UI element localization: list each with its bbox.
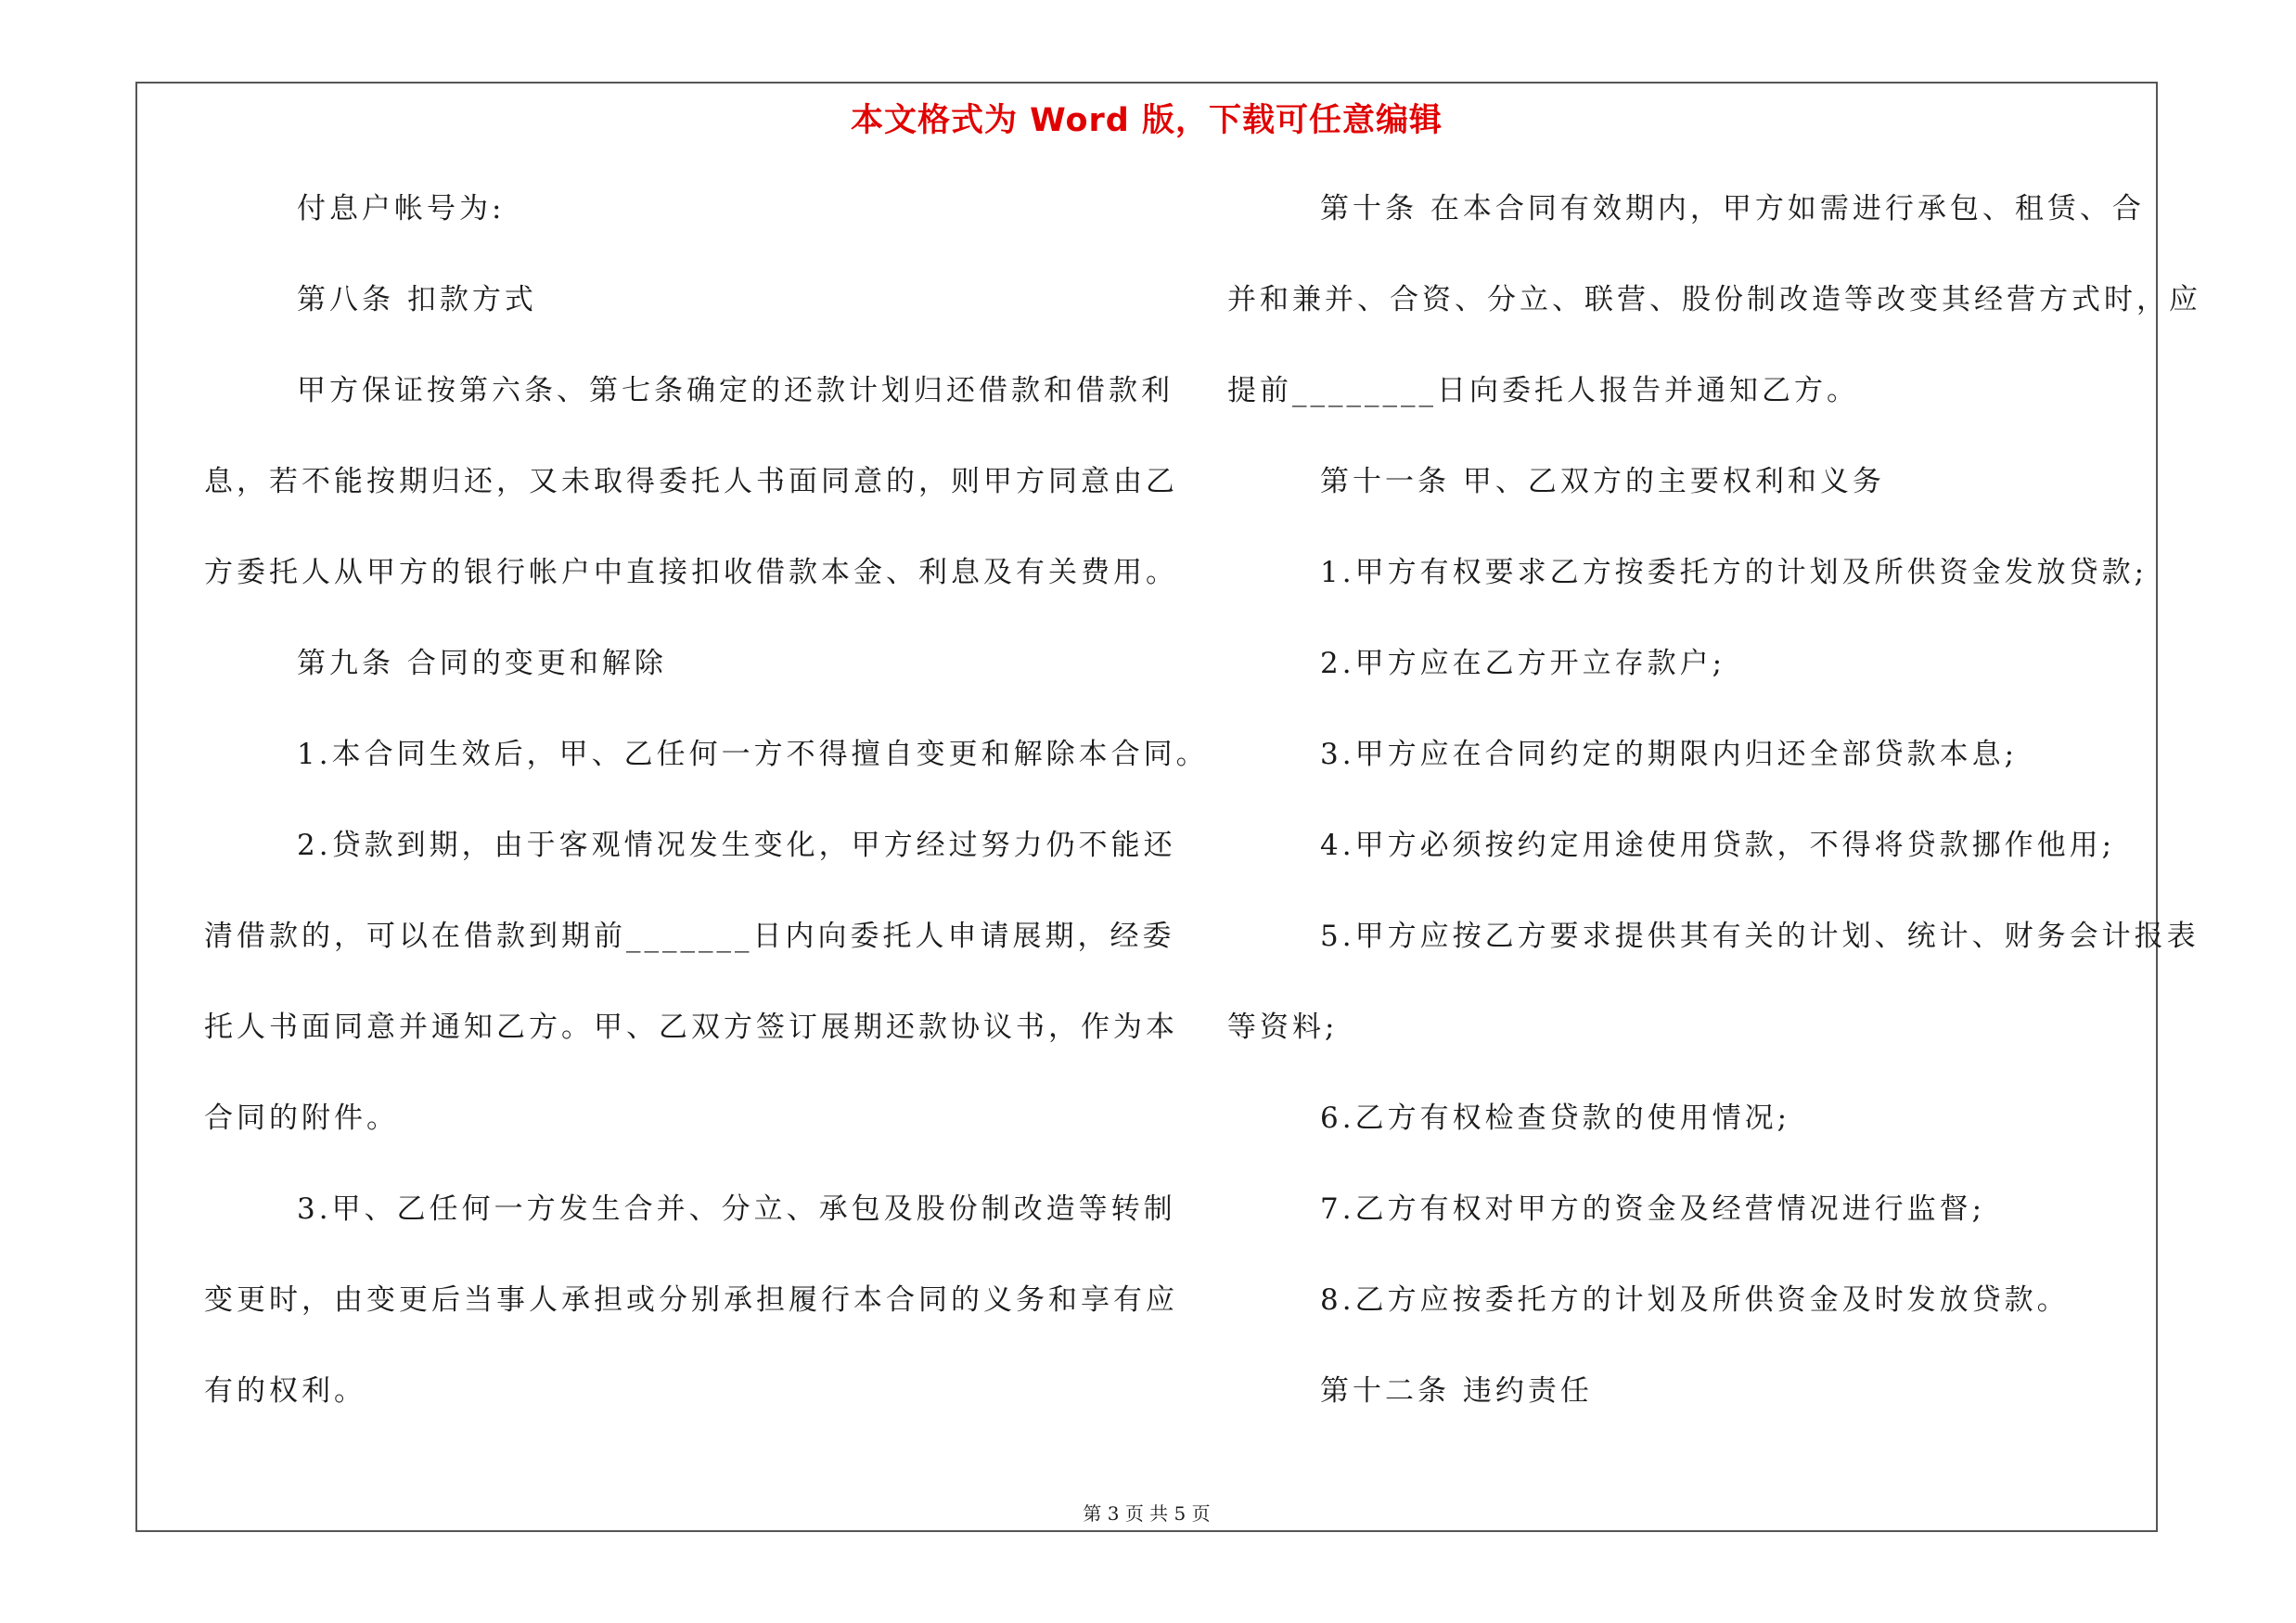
paragraph-line: 第八条 扣款方式 [297,283,537,316]
paragraph-line: 6.乙方有权检查贷款的使用情况; [1320,1101,1791,1135]
paragraph-line: 3.甲、乙任何一方发生合并、分立、承包及股份制改造等转制 [297,1192,1176,1226]
paragraph-line: 2.贷款到期，由于客观情况发生变化，甲方经过努力仍不能还 [297,829,1176,862]
paragraph-line: 等资料; [1227,1011,1339,1044]
paragraph-line: 清借款的，可以在借款到期前_______日内向委托人申请展期，经委 [204,920,1175,953]
paragraph-line: 变更时，由变更后当事人承担或分别承担履行本合同的义务和享有应 [204,1283,1178,1317]
paragraph-line: 7.乙方有权对甲方的资金及经营情况进行监督; [1320,1192,1986,1226]
paragraph-line: 5.甲方应按乙方要求提供其有关的计划、统计、财务会计报表 [1320,920,2200,953]
paragraph-line: 第十一条 甲、乙双方的主要权利和义务 [1320,465,1885,498]
paragraph-line: 息，若不能按期归还，又未取得委托人书面同意的，则甲方同意由乙 [204,465,1178,498]
paragraph-line: 合同的附件。 [204,1101,399,1135]
paragraph-line: 方委托人从甲方的银行帐户中直接扣收借款本金、利息及有关费用。 [204,556,1178,589]
paragraph-line: 1.甲方有权要求乙方按委托方的计划及所供资金发放贷款; [1320,556,2148,589]
paragraph-line: 第十条 在本合同有效期内，甲方如需进行承包、租赁、合 [1320,192,2145,225]
paragraph-line: 甲方保证按第六条、第七条确定的还款计划归还借款和借款利 [297,374,1174,407]
paragraph-line: 有的权利。 [204,1374,366,1408]
paragraph-line: 托人书面同意并通知乙方。甲、乙双方签订展期还款协议书，作为本 [204,1011,1178,1044]
paragraph-line: 提前________日向委托人报告并通知乙方。 [1227,374,1859,407]
header-banner: 本文格式为 Word 版，下载可任意编辑 [850,102,1443,139]
paragraph-line: 并和兼并、合资、分立、联营、股份制改造等改变其经营方式时，应 [1227,283,2201,316]
page-number: 第 3 页 共 5 页 [1083,1502,1211,1525]
paragraph-line: 付息户帐号为: [297,192,506,225]
paragraph-line: 第十二条 违约责任 [1320,1374,1593,1408]
page-frame [135,82,2201,1532]
paragraph-line: 3.甲方应在合同约定的期限内归还全部贷款本息; [1320,738,2019,771]
paragraph-line: 2.甲方应在乙方开立存款户; [1320,647,1726,680]
paragraph-line: 4.甲方必须按约定用途使用贷款，不得将贷款挪作他用; [1320,829,2116,862]
paragraph-line: 1.本合同生效后，甲、乙任何一方不得擅自变更和解除本合同。 [297,738,1209,771]
paragraph-line: 8.乙方应按委托方的计划及所供资金及时发放贷款。 [1320,1283,2070,1317]
paragraph-line: 第九条 合同的变更和解除 [297,647,667,680]
